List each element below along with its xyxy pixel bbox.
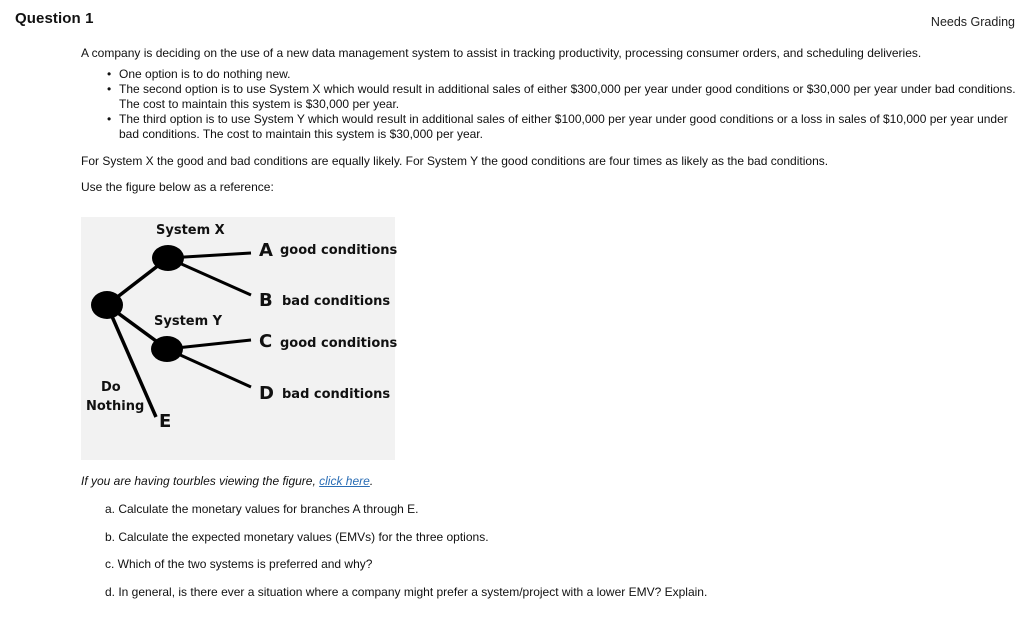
system-x-label: System X (156, 223, 225, 238)
system-x-chance-node (152, 245, 184, 271)
figure-help-note (81, 474, 373, 488)
options-list (81, 67, 1016, 142)
decision-tree-figure (81, 217, 398, 460)
question-part-a: a. Calculate the monetary values for branches A through E. (105, 502, 419, 516)
option-item: • The second option is to use System X which would result in additional sales of either $300,000 per year under good conditions or $30,000 per year under bad conditions. The cost to maintain this system is $30,000 per year. (119, 82, 1016, 112)
click-here-link[interactable]: click here (319, 474, 370, 488)
option-item: • The third option is to use System Y which would result in additional sales of either $100,000 per year under good conditions or a loss in sales of $10,000 per year under bad conditions. The cost to maintain this system is $30,000 per year. (119, 112, 1016, 142)
system-y-label: System Y (154, 314, 223, 329)
question-intro: A company is deciding on the use of a new data management system to assist in tracking productivity, processing consumer orders, and scheduling deliveries. (81, 46, 922, 60)
figure-help-text: If you are having tourbles viewing the figure, (81, 474, 320, 488)
system-y-chance-node (151, 336, 183, 362)
option-item: • One option is to do nothing new. (119, 67, 1016, 82)
branch-a-letter: A (259, 240, 273, 261)
question-title: Question 1 (15, 10, 94, 27)
branch-b-label: bad conditions (282, 294, 391, 309)
question-part-b: b. Calculate the expected monetary values (EMVs) for the three options. (105, 529, 489, 544)
branch-a-label: good conditions (280, 243, 398, 258)
branch-d-label: bad conditions (282, 387, 391, 402)
question-part-c: c. Which of the two systems is preferred and why? (105, 557, 373, 571)
question-parts (105, 502, 707, 612)
branch-b-letter: B (259, 290, 273, 311)
do-nothing-label-line1: Do (101, 380, 121, 395)
question-part-d: d. In general, is there ever a situation where a company might prefer a system/project with a lower EMV? Explain. (105, 584, 708, 599)
do-nothing-label-line2: Nothing (86, 399, 145, 414)
question-body (81, 46, 1016, 195)
branch-e-letter: E (159, 411, 172, 432)
branch-c-letter: C (259, 331, 273, 352)
branch-d-letter: D (259, 383, 274, 404)
branch-c-label: good conditions (280, 336, 398, 351)
reference-text: Use the figure below as a reference: (81, 180, 274, 194)
root-decision-node (91, 291, 123, 319)
grading-status: Needs Grading (930, 15, 1015, 29)
likelihood-text: For System X the good and bad conditions are equally likely. For System Y the good conditions are four times as likely as the bad conditions. (81, 154, 829, 168)
figure-help-suffix: . (369, 474, 374, 488)
